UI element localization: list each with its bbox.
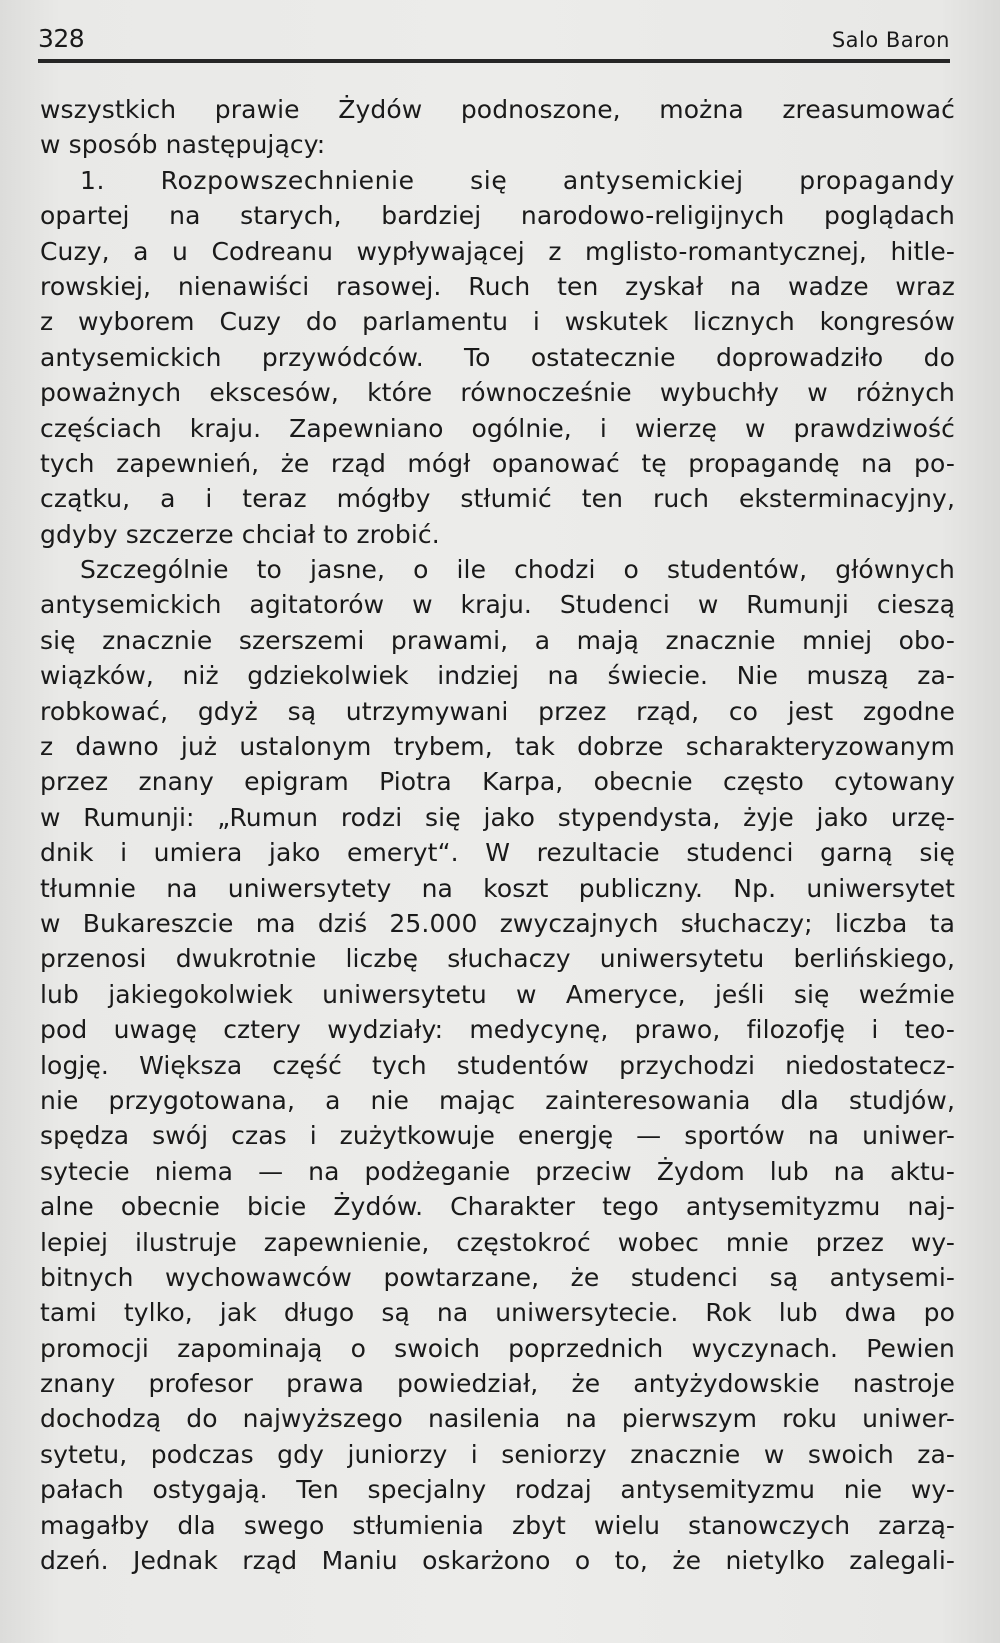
text-line: robkować, gdyż są utrzymywani przez rząd, co jest zgodne [40,696,955,726]
text-line: 1. Rozpowszechnienie się antysemickiej propagandy [80,165,955,195]
text-line: przenosi dwukrotnie liczbę słuchaczy uniwersytetu berlińskiego, [40,944,955,974]
text-line: gdyby szczerze chciał to zrobić. [40,519,440,549]
text-line: wszystkich prawie Żydów podnoszone, można zreasumować [40,95,955,124]
text-line: tami tylko, jak długo są na uniwersytecie. Rok lub dwa po [40,1298,955,1328]
text-line: antysemickich agitatorów w kraju. Studenci w Rumunji cieszą [40,590,955,620]
text-line: się znacznie szerszemi prawami, a mają znacznie mniej obo- [40,625,955,655]
text-line: znany profesor prawa powiedział, że antyżydowskie nastroje [40,1369,955,1399]
text-line: bitnych wychowawców powtarzane, że studenci są antysemi- [40,1262,955,1292]
running-head: Salo Baron [831,28,950,52]
text-line: opartej na starych, bardziej narodowo-religijnych poglądach [40,201,955,231]
text-line: przez znany epigram Piotra Karpa, obecnie często cytowany [40,767,955,797]
text-line: lepiej ilustruje zapewnienie, częstokroć wobec mnie przez wy- [40,1227,955,1257]
text-line: w sposób następujący: [40,130,326,160]
text-line: dnik i umiera jako emeryt“. W rezultacie studenci garną się [40,838,955,868]
text-line: dochodzą do najwyższego nasilenia na pierwszym roku uniwer- [40,1404,955,1434]
text-line: magałby dla swego stłumienia zbyt wielu stanowczych zarzą- [40,1510,955,1540]
text-line: sytetu, podczas gdy juniorzy i seniorzy znacznie w swoich za- [40,1439,955,1469]
text-line: logję. Większa część tych studentów przychodzi niedostatecz- [40,1050,955,1080]
text-line: promocji zapominają o swoich poprzednich wyczynach. Pewien [40,1333,955,1363]
text-line: Cuzy, a u Codreanu wypływającej z mglisto-romantycznej, hitle- [40,236,955,266]
text-line: pod uwagę cztery wydziały: medycynę, prawo, filozofję i teo- [40,1015,955,1045]
text-line: czątku, a i teraz mógłby stłumić ten ruch eksterminacyjny, [40,484,955,514]
text-line: z dawno już ustalonym trybem, tak dobrze scharakteryzowanym [40,732,955,762]
text-line: pałach ostygają. Ten specjalny rodzaj antysemityzmu nie wy- [40,1475,955,1505]
text-line: antysemickich przywódców. To ostatecznie doprowadziło do [40,342,955,372]
text-line: sytecie niema — na podżeganie przeciw Żydom lub na aktu- [40,1156,955,1186]
text-line: lub jakiegokolwiek uniwersytetu w Ameryce, jeśli się weźmie [40,979,955,1009]
text-line: spędza swój czas i zużytkowuje energję — sportów na uniwer- [40,1121,955,1151]
text-line: poważnych ekscesów, które równocześnie wybuchły w różnych [40,378,955,408]
page-number: 328 [38,24,85,53]
text-line: w Bukareszcie ma dziś 25.000 zwyczajnych słuchaczy; liczba ta [40,908,955,938]
text-line: w Rumunji: „Rumun rodzi się jako stypendysta, żyje jako urzę- [40,802,955,832]
text-line: Szczególnie to jasne, o ile chodzi o studentów, głównych [80,555,955,585]
text-line: nie przygotowana, a nie mając zainteresowania dla studjów, [40,1085,955,1115]
page-header [38,24,950,58]
text-line: rowskiej, nienawiści rasowej. Ruch ten zyskał na wadze wraz [40,271,955,301]
text-line: z wyborem Cuzy do parlamentu i wskutek licznych kongresów [40,307,955,337]
text-line: alne obecnie bicie Żydów. Charakter tego antysemityzmu naj- [40,1192,955,1222]
body-text [40,92,955,1578]
text-line: dzeń. Jednak rząd Maniu oskarżono o to, że nietylko zalegali- [40,1546,955,1576]
text-line: częściach kraju. Zapewniano ogólnie, i wierzę w prawdziwość [40,413,955,443]
text-line: tłumnie na uniwersytety na koszt publiczny. Np. uniwersytet [40,873,955,903]
text-line: wiązków, niż gdziekolwiek indziej na świecie. Nie muszą za- [40,661,955,691]
text-line: tych zapewnień, że rząd mógł opanować tę propagandę na po- [40,448,955,478]
header-rule [38,59,950,63]
